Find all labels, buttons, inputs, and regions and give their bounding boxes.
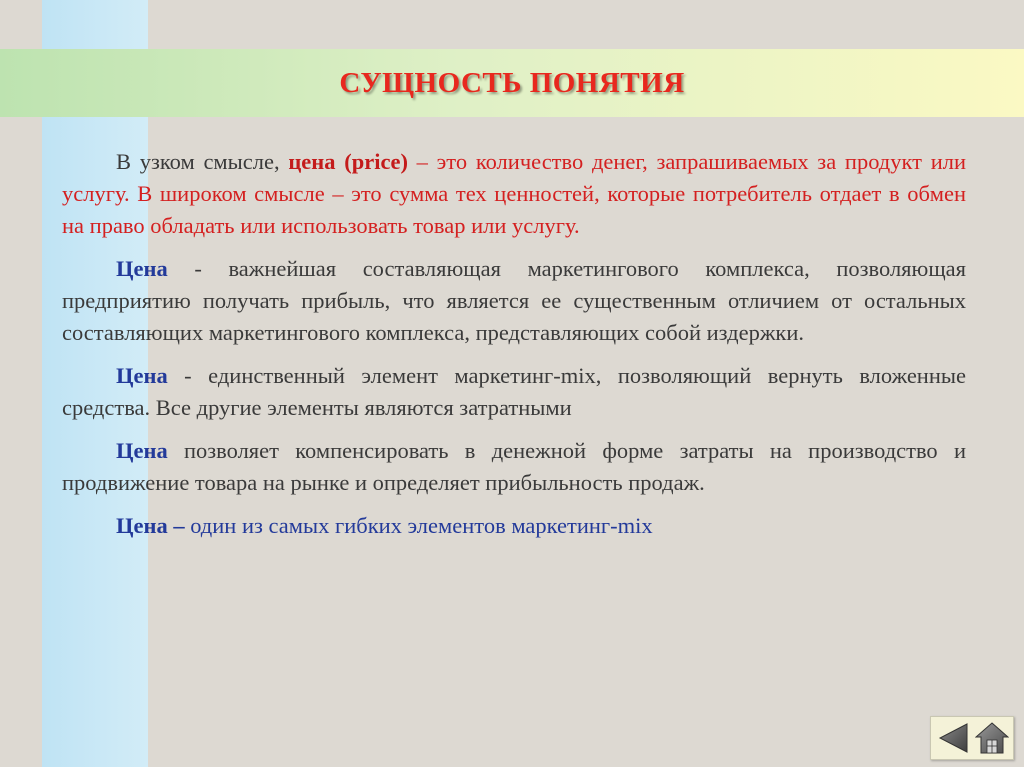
back-arrow-icon (937, 721, 969, 755)
paragraph-1 (62, 146, 966, 242)
p1-intro: В узком смысле, (116, 149, 289, 174)
home-icon (975, 721, 1009, 755)
p5-term: Цена – (116, 513, 185, 538)
paragraph-3 (62, 360, 966, 424)
navigation-panel (930, 716, 1014, 760)
p5-text: один из самых гибких элементов маркетинг-mix (184, 513, 653, 538)
paragraph-5 (62, 510, 966, 542)
p4-text: позволяет компенсировать в денежной форме затраты на производство и продвижение товара на рынке и определяет прибыльность продаж. (62, 438, 966, 495)
p1-definition: – это количество денег, запрашиваемых за продукт или услугу. В широком смысле – это сумма тех ценностей, которые потребитель отдает в обмен на право обладать или использовать товар или услугу. (62, 149, 966, 238)
p3-text: - единственный элемент маркетинг-mix, позволяющий вернуть вложенные средства. Все другие элементы являются затратными (62, 363, 966, 420)
home-button[interactable] (975, 721, 1009, 755)
paragraph-4 (62, 435, 966, 499)
p4-term: Цена (116, 438, 168, 463)
p2-text: - важнейшая составляющая маркетингового комплекса, позволяющая предприятию получать прибыль, что является ее существенным отличием от остальных составляющих маркетингового комплекса, представляющих собой издержки. (62, 256, 966, 345)
p1-term: цена (price) (288, 149, 408, 174)
slide-content (62, 146, 966, 553)
paragraph-2 (62, 253, 966, 349)
slide-title: СУЩНОСТЬ ПОНЯТИЯ (339, 67, 685, 99)
back-button[interactable] (937, 721, 969, 755)
p2-term: Цена (116, 256, 168, 281)
p3-term: Цена (116, 363, 168, 388)
